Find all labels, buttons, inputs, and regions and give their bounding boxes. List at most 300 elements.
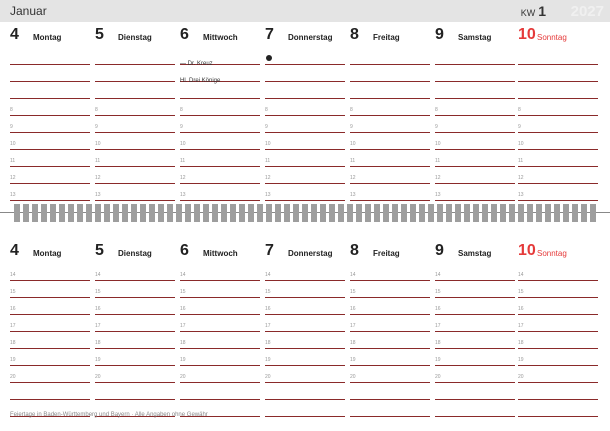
binding-ring: [95, 204, 101, 222]
hour-label: 16: [180, 306, 186, 312]
time-slot[interactable]: [350, 167, 430, 184]
time-slot[interactable]: [95, 133, 175, 150]
binding-ring: [374, 204, 380, 222]
time-slot[interactable]: [435, 366, 515, 383]
time-slot[interactable]: [10, 99, 90, 116]
time-slot[interactable]: [435, 400, 515, 417]
hour-label: 19: [350, 357, 356, 363]
time-slot[interactable]: [435, 281, 515, 298]
time-slot[interactable]: [265, 315, 345, 332]
time-slots: [180, 264, 260, 417]
time-slot[interactable]: [95, 264, 175, 281]
time-slot[interactable]: [435, 150, 515, 167]
binding-ring: [77, 204, 83, 222]
time-slots: [180, 48, 260, 201]
header-bar: [0, 0, 610, 22]
hour-label: 18: [435, 340, 441, 346]
time-slot[interactable]: [10, 383, 90, 400]
time-slot[interactable]: [435, 332, 515, 349]
hour-label: 20: [518, 374, 524, 380]
hour-label: 15: [10, 289, 16, 295]
binding-ring: [203, 204, 209, 222]
binding-ring: [329, 204, 335, 222]
time-slot[interactable]: [518, 349, 598, 366]
time-slot[interactable]: [435, 99, 515, 116]
day-number: 5: [95, 26, 104, 43]
time-slot[interactable]: [350, 349, 430, 366]
time-slot[interactable]: [95, 48, 175, 65]
hour-label: 18: [518, 340, 524, 346]
binding-ring: [68, 204, 74, 222]
time-slot[interactable]: [10, 167, 90, 184]
hour-label: 20: [95, 374, 101, 380]
day-header: [518, 24, 598, 48]
hour-label: 20: [265, 374, 271, 380]
hour-label: 9: [435, 124, 438, 130]
binding-ring: [437, 204, 443, 222]
day-column-sonntag: [518, 240, 598, 417]
time-slot[interactable]: [10, 264, 90, 281]
hour-label: 8: [518, 107, 521, 113]
time-slots: [435, 48, 515, 201]
hour-label: 20: [10, 374, 16, 380]
day-name: Sonntag: [537, 33, 567, 42]
hour-label: 8: [10, 107, 13, 113]
holiday-entry[interactable]: Hl. Drei Könige: [180, 78, 221, 84]
binding-ring: [428, 204, 434, 222]
day-header: [265, 24, 345, 48]
hour-label: 17: [265, 323, 271, 329]
hour-label: 18: [180, 340, 186, 346]
hour-label: 12: [10, 175, 16, 181]
hour-label: 11: [265, 158, 271, 164]
time-slot[interactable]: [180, 99, 260, 116]
hour-label: 15: [435, 289, 441, 295]
day-column-mittwoch: [180, 240, 260, 417]
time-slot[interactable]: [10, 298, 90, 315]
binding-ring: [410, 204, 416, 222]
day-header: [95, 240, 175, 264]
moon-icon: [266, 55, 272, 61]
time-slot[interactable]: [435, 298, 515, 315]
hour-label: 18: [350, 340, 356, 346]
hour-label: 9: [180, 124, 183, 130]
time-slot[interactable]: [10, 366, 90, 383]
time-slot[interactable]: [518, 264, 598, 281]
binding-ring: [122, 204, 128, 222]
binding-ring: [572, 204, 578, 222]
hour-label: 19: [180, 357, 186, 363]
time-slot[interactable]: [265, 298, 345, 315]
binding-ring: [14, 204, 20, 222]
time-slot[interactable]: [10, 184, 90, 201]
day-number: 10: [518, 26, 536, 43]
time-slot[interactable]: [180, 349, 260, 366]
binding-ring: [41, 204, 47, 222]
time-slot[interactable]: [180, 167, 260, 184]
time-slot[interactable]: [95, 383, 175, 400]
hour-label: 11: [95, 158, 101, 164]
time-slot[interactable]: [180, 366, 260, 383]
day-name: Montag: [33, 33, 62, 42]
time-slot[interactable]: [10, 332, 90, 349]
hour-label: 16: [95, 306, 101, 312]
binding-ring: [545, 204, 551, 222]
time-slots: [435, 264, 515, 417]
time-slot[interactable]: [180, 281, 260, 298]
time-slot[interactable]: [10, 349, 90, 366]
hour-label: 19: [435, 357, 441, 363]
binding-ring: [275, 204, 281, 222]
hour-label: 19: [518, 357, 524, 363]
hour-label: 13: [435, 192, 441, 198]
day-number: 6: [180, 242, 189, 259]
hour-label: 19: [10, 357, 16, 363]
binding-ring: [446, 204, 452, 222]
day-column-dienstag: [95, 24, 175, 201]
time-slot[interactable]: [180, 332, 260, 349]
hour-label: 14: [95, 272, 101, 278]
hour-label: 16: [350, 306, 356, 312]
day-header: [350, 240, 430, 264]
day-number: 6: [180, 26, 189, 43]
time-slot[interactable]: [265, 116, 345, 133]
day-number: 8: [350, 26, 359, 43]
time-slot[interactable]: [518, 150, 598, 167]
binding-ring: [248, 204, 254, 222]
hour-label: 9: [518, 124, 521, 130]
time-slot[interactable]: [265, 99, 345, 116]
time-slot[interactable]: [10, 48, 90, 65]
binding-ring: [131, 204, 137, 222]
hour-label: 14: [435, 272, 441, 278]
time-slot[interactable]: [435, 167, 515, 184]
hour-label: 17: [180, 323, 186, 329]
binding-ring: [347, 204, 353, 222]
time-slot[interactable]: [180, 150, 260, 167]
binding-ring: [185, 204, 191, 222]
hour-label: 12: [350, 175, 356, 181]
time-slot[interactable]: [435, 133, 515, 150]
binding-ring: [176, 204, 182, 222]
time-slot[interactable]: [265, 383, 345, 400]
hour-label: 14: [350, 272, 356, 278]
time-slot[interactable]: [95, 65, 175, 82]
hour-label: 10: [265, 141, 271, 147]
time-slot[interactable]: [518, 99, 598, 116]
hour-label: 13: [180, 192, 186, 198]
time-slot[interactable]: [518, 184, 598, 201]
day-number: 9: [435, 242, 444, 259]
binding-ring: [500, 204, 506, 222]
binding-ring: [167, 204, 173, 222]
time-slot[interactable]: [265, 264, 345, 281]
time-slot[interactable]: [95, 298, 175, 315]
day-number: 10: [518, 242, 536, 259]
time-slot[interactable]: [10, 65, 90, 82]
hour-label: 13: [518, 192, 524, 198]
binding-ring: [356, 204, 362, 222]
time-slot[interactable]: [435, 116, 515, 133]
time-slot[interactable]: [180, 184, 260, 201]
time-slot[interactable]: [265, 349, 345, 366]
binding-ring: [86, 204, 92, 222]
time-slot[interactable]: [350, 315, 430, 332]
time-slot[interactable]: [95, 349, 175, 366]
time-slots: [518, 264, 598, 417]
time-slot[interactable]: [518, 167, 598, 184]
time-slot[interactable]: [518, 383, 598, 400]
time-slot[interactable]: [435, 264, 515, 281]
time-slot[interactable]: [95, 315, 175, 332]
time-slot[interactable]: [95, 167, 175, 184]
binding-ring: [293, 204, 299, 222]
event-entry[interactable]: — Dr. Kreuz: [180, 61, 213, 67]
binding-ring: [365, 204, 371, 222]
day-name: Mittwoch: [203, 33, 238, 42]
binding-ring: [383, 204, 389, 222]
hour-label: 17: [350, 323, 356, 329]
binding-ring: [23, 204, 29, 222]
time-slot[interactable]: [265, 48, 345, 65]
time-slot[interactable]: [95, 82, 175, 99]
day-column-freitag: [350, 24, 430, 201]
binding-ring: [455, 204, 461, 222]
time-slot[interactable]: [350, 99, 430, 116]
hour-label: 8: [95, 107, 98, 113]
binding-ring: [590, 204, 596, 222]
time-slot[interactable]: [350, 281, 430, 298]
time-slots: [350, 48, 430, 201]
time-slot[interactable]: [435, 184, 515, 201]
day-header: [435, 240, 515, 264]
time-slot[interactable]: [518, 400, 598, 417]
hour-label: 12: [95, 175, 101, 181]
binding-ring: [302, 204, 308, 222]
binding-ring: [482, 204, 488, 222]
time-slot[interactable]: [518, 315, 598, 332]
time-slot[interactable]: [518, 332, 598, 349]
day-column-donnerstag: [265, 24, 345, 201]
day-name: Freitag: [373, 249, 400, 258]
time-slot[interactable]: [350, 82, 430, 99]
day-header: [265, 240, 345, 264]
hour-label: 19: [95, 357, 101, 363]
time-slot[interactable]: [350, 150, 430, 167]
binding-ring: [491, 204, 497, 222]
day-number: 7: [265, 26, 274, 43]
time-slot[interactable]: [180, 133, 260, 150]
binding-ring: [338, 204, 344, 222]
binding-ring: [59, 204, 65, 222]
time-slot[interactable]: [265, 150, 345, 167]
time-slot[interactable]: [10, 82, 90, 99]
time-slot[interactable]: [180, 264, 260, 281]
hour-label: 14: [518, 272, 524, 278]
year-label: 2027: [570, 3, 604, 20]
time-slots: [10, 264, 90, 417]
hour-label: 9: [350, 124, 353, 130]
time-slot[interactable]: [95, 150, 175, 167]
binding-ring: [221, 204, 227, 222]
binding-ring: [518, 204, 524, 222]
day-header: [180, 24, 260, 48]
day-name: Dienstag: [118, 249, 152, 258]
day-column-donnerstag: [265, 240, 345, 417]
binding-ring: [140, 204, 146, 222]
binding-ring: [464, 204, 470, 222]
hour-label: 10: [350, 141, 356, 147]
time-slot[interactable]: [265, 400, 345, 417]
time-slot[interactable]: [350, 48, 430, 65]
time-slot[interactable]: [10, 281, 90, 298]
day-column-freitag: [350, 240, 430, 417]
binding-ring: [473, 204, 479, 222]
time-slot[interactable]: [265, 65, 345, 82]
hour-label: 16: [435, 306, 441, 312]
time-slot[interactable]: [265, 167, 345, 184]
time-slot[interactable]: [350, 366, 430, 383]
day-name: Donnerstag: [288, 33, 333, 42]
time-slot[interactable]: [435, 48, 515, 65]
time-slot[interactable]: [180, 116, 260, 133]
hour-label: 15: [265, 289, 271, 295]
time-slot[interactable]: [435, 82, 515, 99]
binding-ring: [320, 204, 326, 222]
time-slot[interactable]: [265, 82, 345, 99]
hour-label: 17: [10, 323, 16, 329]
time-slot[interactable]: [435, 65, 515, 82]
time-slots: [95, 264, 175, 417]
binding-ring: [311, 204, 317, 222]
time-slot[interactable]: [350, 383, 430, 400]
day-column-samstag: [435, 24, 515, 201]
day-column-sonntag: [518, 24, 598, 201]
binding-ring: [257, 204, 263, 222]
time-slot[interactable]: [10, 133, 90, 150]
day-name: Freitag: [373, 33, 400, 42]
hour-label: 12: [180, 175, 186, 181]
binding-ring: [32, 204, 38, 222]
hour-label: 13: [350, 192, 356, 198]
time-slot[interactable]: [95, 184, 175, 201]
kw-number: 1: [538, 3, 546, 19]
week-label: [521, 3, 546, 19]
binding-ring: [113, 204, 119, 222]
time-slot[interactable]: [265, 184, 345, 201]
time-slot[interactable]: [518, 82, 598, 99]
time-slot[interactable]: [265, 281, 345, 298]
time-slots: [518, 48, 598, 201]
hour-label: 13: [95, 192, 101, 198]
time-slot[interactable]: [10, 150, 90, 167]
binding-ring: [158, 204, 164, 222]
binding-ring: [230, 204, 236, 222]
time-slot[interactable]: [350, 116, 430, 133]
time-slot[interactable]: [518, 48, 598, 65]
time-slot[interactable]: [10, 116, 90, 133]
time-slot[interactable]: [265, 332, 345, 349]
hour-label: 12: [435, 175, 441, 181]
binding-ring: [581, 204, 587, 222]
hour-label: 10: [180, 141, 186, 147]
hour-label: 15: [518, 289, 524, 295]
day-column-mittwoch: [180, 24, 260, 201]
time-slots: [265, 48, 345, 201]
time-slot[interactable]: [518, 298, 598, 315]
hour-label: 18: [10, 340, 16, 346]
time-slot[interactable]: [180, 315, 260, 332]
time-slots: [265, 264, 345, 417]
hour-label: 14: [265, 272, 271, 278]
time-slot[interactable]: [350, 184, 430, 201]
time-slot[interactable]: [10, 315, 90, 332]
day-number: 7: [265, 242, 274, 259]
time-slot[interactable]: [180, 298, 260, 315]
time-slot[interactable]: [518, 281, 598, 298]
time-slot[interactable]: [518, 133, 598, 150]
hour-label: 16: [518, 306, 524, 312]
time-slot[interactable]: [350, 133, 430, 150]
day-header: [518, 240, 598, 264]
time-slot[interactable]: [180, 383, 260, 400]
time-slot[interactable]: [265, 133, 345, 150]
hour-label: 8: [265, 107, 268, 113]
hour-label: 9: [10, 124, 13, 130]
binding-ring: [239, 204, 245, 222]
hour-label: 14: [180, 272, 186, 278]
binding-ring: [536, 204, 542, 222]
time-slot[interactable]: [518, 116, 598, 133]
time-slot[interactable]: [518, 366, 598, 383]
binding-ring: [266, 204, 272, 222]
time-slot[interactable]: [435, 349, 515, 366]
time-slot[interactable]: [95, 116, 175, 133]
time-slot[interactable]: [95, 99, 175, 116]
kw-label: KW: [520, 8, 536, 18]
day-header: [95, 24, 175, 48]
binding-ring: [419, 204, 425, 222]
time-slot[interactable]: [350, 400, 430, 417]
day-column-montag: [10, 24, 90, 201]
day-number: 8: [350, 242, 359, 259]
time-slot[interactable]: [350, 264, 430, 281]
time-slots: [95, 48, 175, 201]
binding-ring: [284, 204, 290, 222]
time-slot[interactable]: [518, 65, 598, 82]
hour-label: 11: [10, 158, 16, 164]
time-slot[interactable]: [265, 366, 345, 383]
binding-ring: [149, 204, 155, 222]
time-slot[interactable]: [350, 332, 430, 349]
hour-label: 8: [180, 107, 183, 113]
time-slot[interactable]: [435, 383, 515, 400]
time-slot[interactable]: [95, 332, 175, 349]
hour-label: 15: [95, 289, 101, 295]
hour-label: 20: [180, 374, 186, 380]
time-slot[interactable]: [350, 65, 430, 82]
time-slot[interactable]: [435, 315, 515, 332]
time-slot[interactable]: [95, 366, 175, 383]
binding-ring: [527, 204, 533, 222]
binding-ring: [554, 204, 560, 222]
hour-label: 10: [435, 141, 441, 147]
time-slot[interactable]: [180, 82, 260, 99]
day-number: 5: [95, 242, 104, 259]
time-slot[interactable]: [95, 281, 175, 298]
time-slot[interactable]: [350, 298, 430, 315]
binding-ring: [563, 204, 569, 222]
